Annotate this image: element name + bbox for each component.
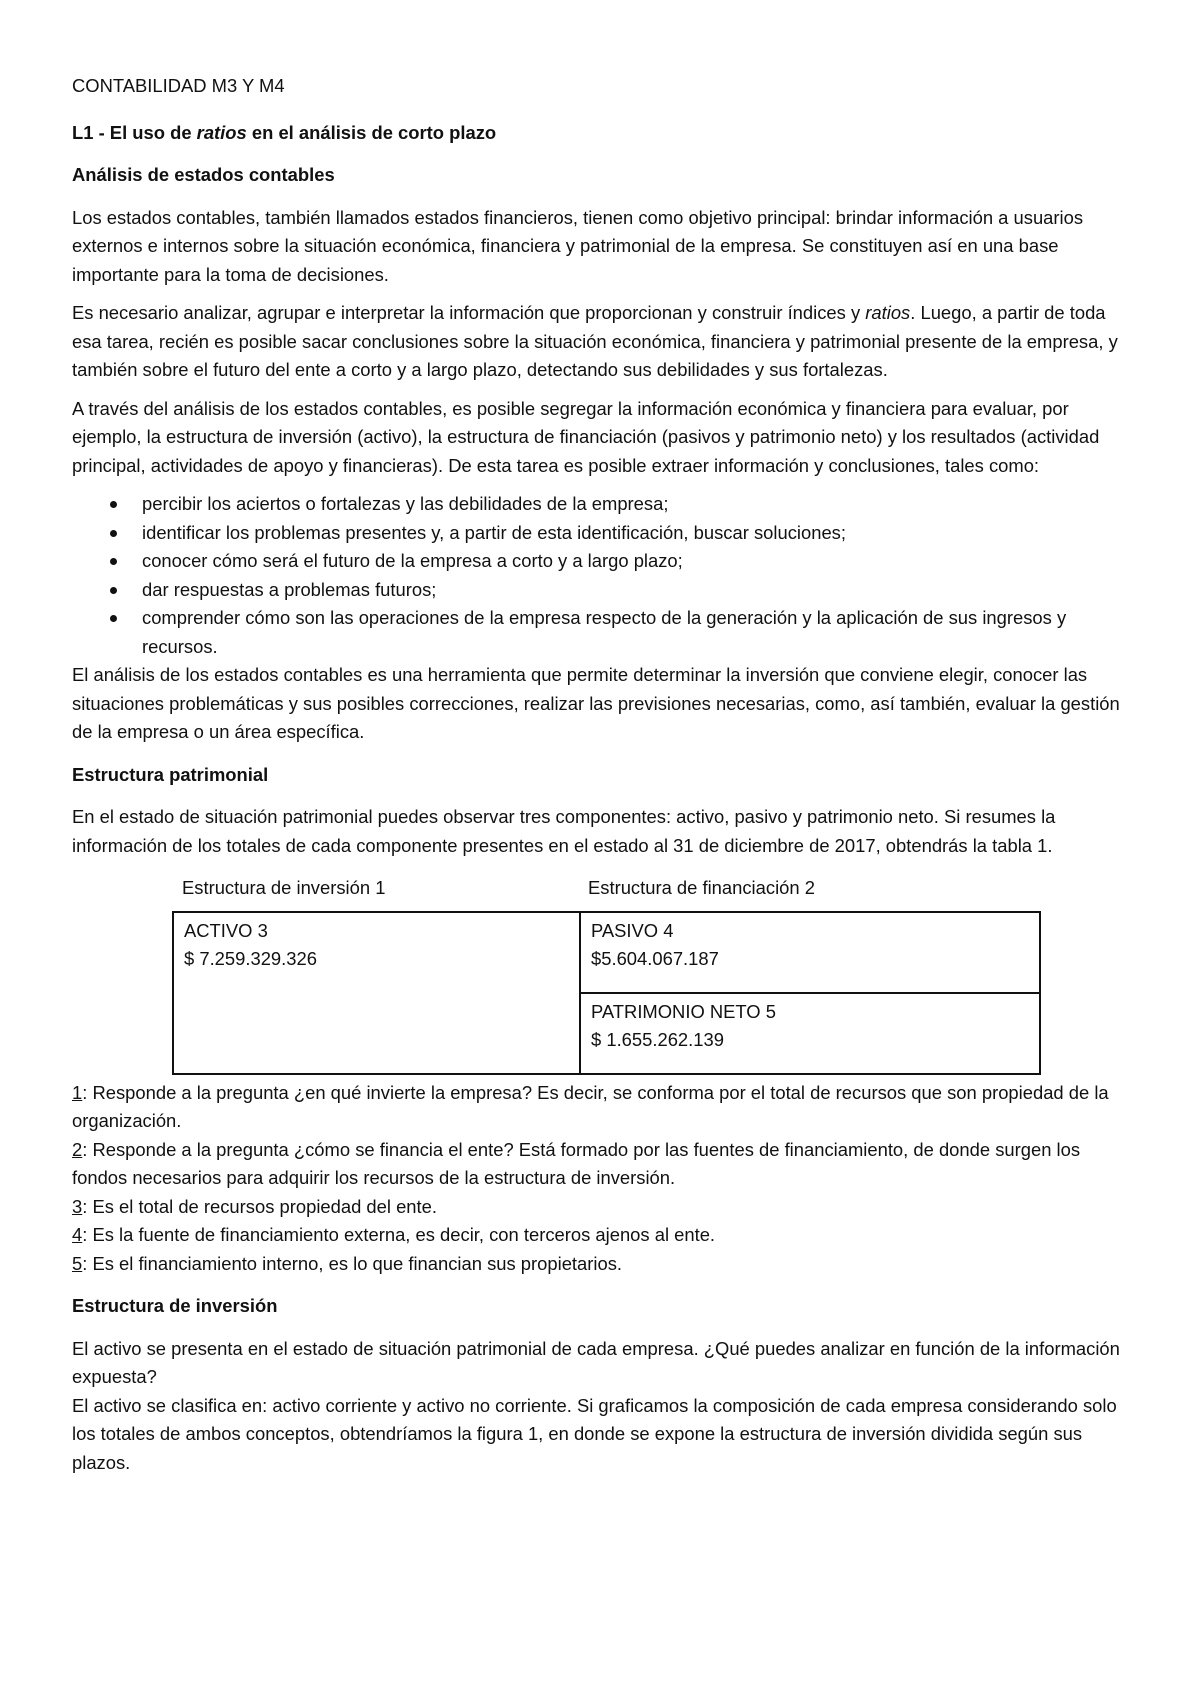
activo-label: ACTIVO 3	[184, 919, 268, 941]
footnote-definitions	[72, 1079, 1132, 1279]
section-heading-estructura-patrimonial: Estructura patrimonial	[72, 763, 269, 785]
lesson-title-italic: ratios	[196, 121, 247, 143]
document-title: CONTABILIDAD M3 Y M4	[72, 75, 285, 96]
section-heading-estructura-inversion: Estructura de inversión	[72, 1295, 278, 1316]
paragraph: El activo se presenta en el estado de situación patrimonial de cada empresa. ¿Qué puedes analizar en función de la información expuesta?	[72, 1337, 1120, 1387]
definition-text: : Responde a la pregunta ¿cómo se financia el ente? Está formado por las fuentes de financiamiento, de donde surgen los fondos necesarios para adquirir los recursos de la estructura de inversión.	[72, 1138, 1081, 1188]
patrimonio-neto-label: PATRIMONIO NETO 5	[591, 1000, 776, 1022]
document-page	[72, 72, 1132, 1487]
activo-cell	[173, 912, 580, 1074]
section-heading-analisis: Análisis de estados contables	[72, 164, 335, 185]
lesson-title-suffix: en el análisis de corto plazo	[246, 121, 497, 143]
paragraph: El activo se clasifica en: activo corriente y activo no corriente. Si graficamos la composición de cada empresa considerando solo los totales de ambos conceptos, obtendríamos la figura 1, en donde se expone la estructura de inversión dividida según sus plazos.	[72, 1394, 1117, 1473]
list-item: conocer cómo será el futuro de la empresa a corto y a largo plazo;	[72, 547, 1132, 576]
lesson-title	[72, 119, 1132, 148]
paragraph: El análisis de los estados contables es una herramienta que permite determinar la inversión que conviene elegir, conocer las situaciones problemáticas y sus posibles correcciones, realizar las previsiones necesarias, como, así también, evaluar la gestión de la empresa o un área específica.	[72, 664, 1120, 742]
definition-number: 5	[72, 1252, 83, 1274]
paragraph-text: Es necesario analizar, agrupar e interpretar la información que proporcionan y construir índices y	[72, 302, 866, 323]
definition-number: 4	[72, 1224, 83, 1245]
definition-number: 2	[72, 1138, 83, 1160]
paragraph: En el estado de situación patrimonial puedes observar tres componentes: activo, pasivo y patrimonio neto. Si resumes la información de los totales de cada componente presentes en el estado al 31 de diciembre de 2017, obtendrás la tabla 1.	[72, 806, 1056, 856]
pasivo-value: $5.604.067.187	[591, 948, 719, 969]
activo-value: $ 7.259.329.326	[184, 948, 317, 969]
definition-number: 1	[72, 1081, 83, 1103]
patrimonio-neto-cell	[580, 993, 1040, 1074]
patrimonio-neto-value: $ 1.655.262.139	[591, 1029, 724, 1050]
paragraph: A través del análisis de los estados contables, es posible segregar la información económica y financiera para evaluar, por ejemplo, la estructura de inversión (activo), la estructura de financiación (pasivos y patrimonio neto) y los resultados (actividad principal, actividades de apoyo y financieras). De esta tarea es posible extraer información y conclusiones, tales como:	[72, 397, 1100, 476]
definition-item	[72, 1136, 1132, 1193]
list-item: identificar los problemas presentes y, a partir de esta identificación, buscar soluciones;	[72, 519, 1132, 548]
paragraph	[72, 299, 1132, 385]
definition-text: : Responde a la pregunta ¿en qué invierte la empresa? Es decir, se conforma por el total de recursos que son propiedad de la organización.	[72, 1081, 1109, 1131]
caption-inversion: Estructura de inversión 1	[182, 877, 386, 898]
bullet-list	[72, 490, 1132, 661]
definition-item	[72, 1221, 1132, 1250]
lesson-title-prefix: L1 - El uso de	[72, 121, 197, 143]
list-item: percibir los aciertos o fortalezas y las debilidades de la empresa;	[72, 490, 1132, 519]
definition-item	[72, 1193, 1132, 1222]
definition-text: : Es el financiamiento interno, es lo que financian sus propietarios.	[82, 1252, 623, 1274]
list-item: dar respuestas a problemas futuros;	[72, 576, 1132, 605]
definition-text: : Es la fuente de financiamiento externa, es decir, con terceros ajenos al ente.	[82, 1224, 716, 1245]
list-item: comprender cómo son las operaciones de la empresa respecto de la generación y la aplicación de sus ingresos y recursos.	[72, 604, 1132, 661]
patrimonial-table	[172, 911, 1041, 1075]
definition-number: 3	[72, 1195, 83, 1217]
caption-financiacion: Estructura de financiación 2	[588, 877, 815, 898]
paragraph-text: . Luego, a partir de toda esa tarea, recién es posible sacar conclusiones sobre la situación económica, financiera y patrimonial presente de la empresa, y también sobre el futuro del ente a corto y a largo plazo, detectando sus debilidades y sus fortalezas.	[72, 302, 1118, 380]
paragraph: Los estados contables, también llamados estados financieros, tienen como objetivo principal: brindar información a usuarios externos e internos sobre la situación económica, financiera y patrimonial de la empresa. Se constituyen así en una base importante para la toma de decisiones.	[72, 206, 1084, 285]
table-captions	[72, 874, 1132, 903]
paragraph-italic: ratios	[865, 302, 911, 323]
definition-item	[72, 1079, 1132, 1136]
pasivo-label: PASIVO 4	[591, 919, 674, 941]
definition-text: : Es el total de recursos propiedad del ente.	[82, 1195, 437, 1217]
pasivo-cell	[580, 912, 1040, 993]
definition-item	[72, 1250, 1132, 1279]
table-row	[173, 912, 1040, 993]
